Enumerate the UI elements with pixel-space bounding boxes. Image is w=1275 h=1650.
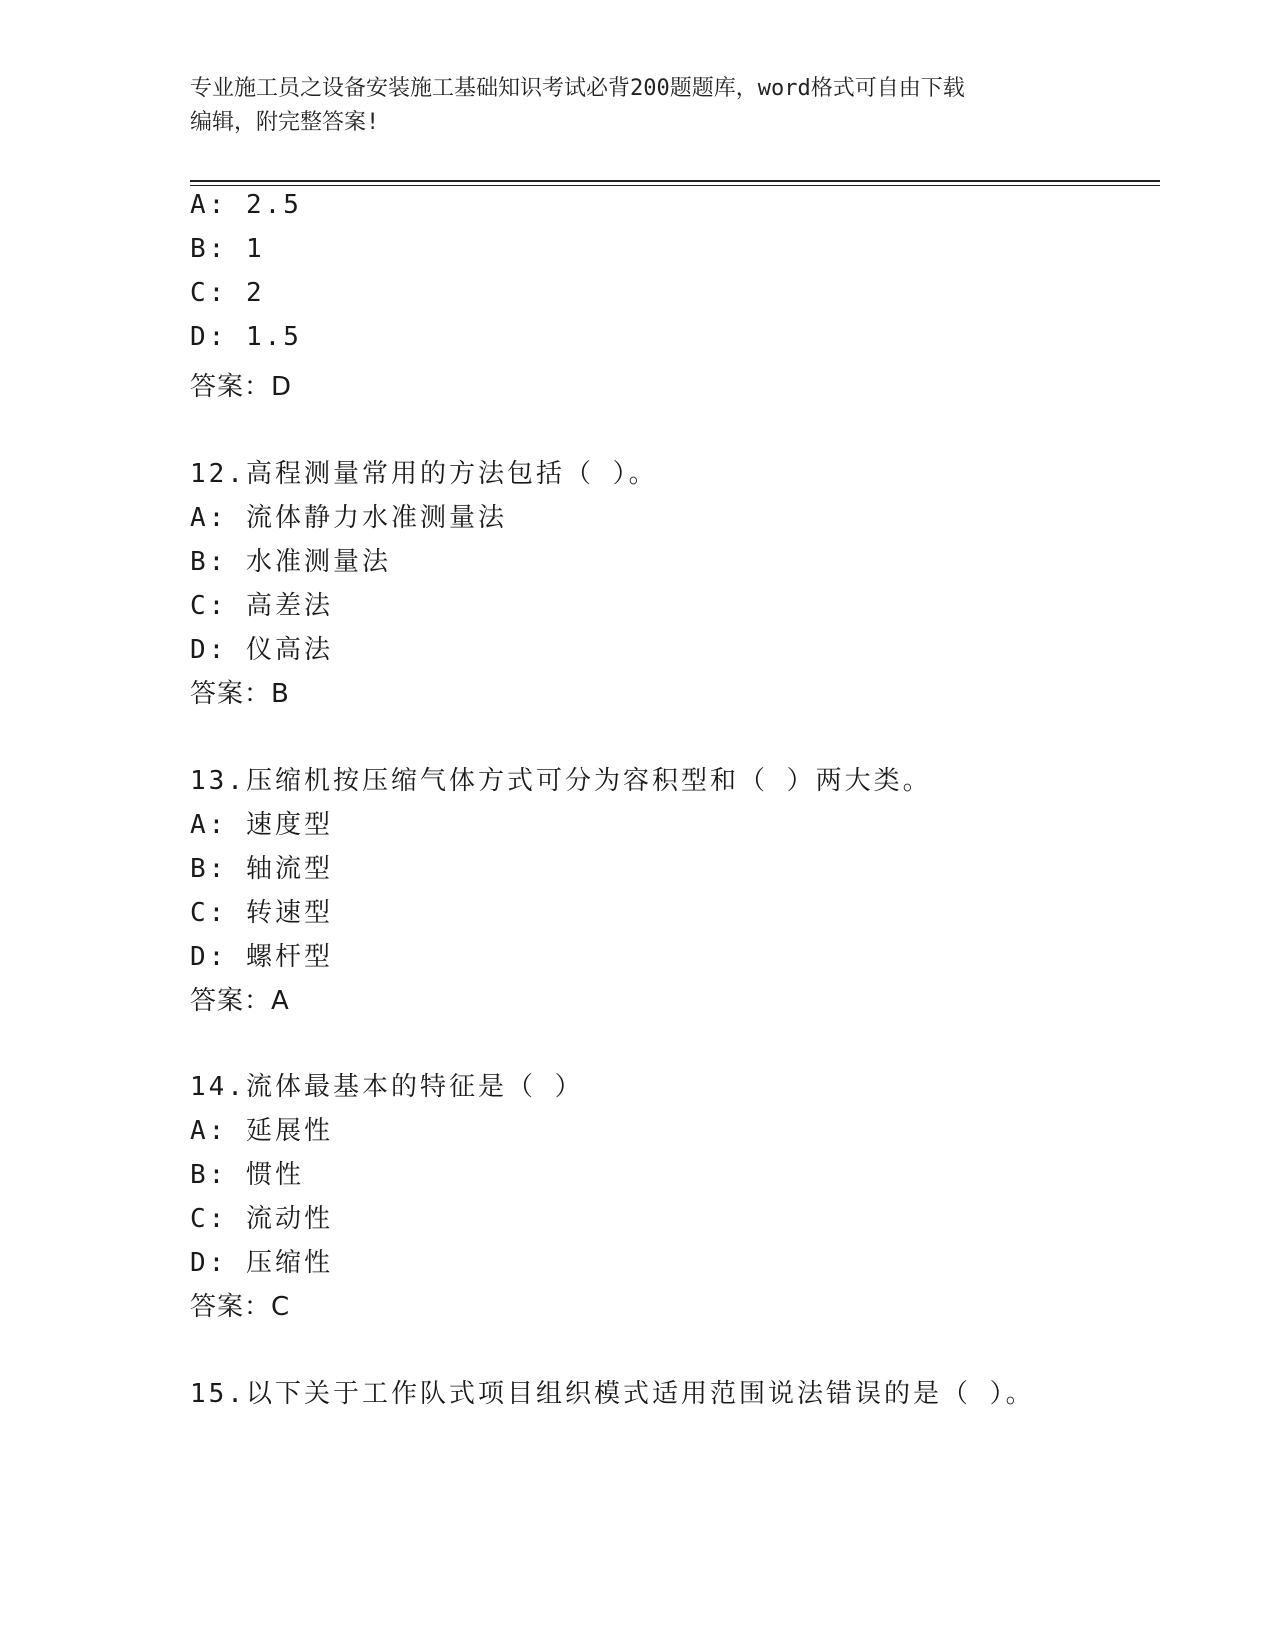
q12-question: 12.高程测量常用的方法包括（ ）。 [190,459,658,489]
q12-option-c: C: 高差法 [190,591,333,621]
q13-question: 13.压缩机按压缩气体方式可分为容积型和（ ）两大类。 [190,766,932,796]
q14-option-c: C: 流动性 [190,1204,333,1234]
q13-option-a: A: 速度型 [190,810,333,840]
q12-option-a: A: 流体静力水准测量法 [190,503,507,533]
q12-option-b: B: 水准测量法 [190,547,391,577]
q12-answer: 答案：B [190,679,290,709]
header-divider-thin [190,185,1160,186]
q14-option-a: A: 延展性 [190,1116,333,1146]
header-line-2: 编辑，附完整答案! [190,110,380,135]
q14-question: 14.流体最基本的特征是（ ） [190,1072,584,1102]
q13-option-b: B: 轴流型 [190,854,333,884]
header-divider [190,180,1160,182]
document-header [190,72,1090,140]
q11-option-c: C: 2 [190,278,265,308]
q14-answer: 答案：C [190,1292,291,1322]
q13-option-c: C: 转速型 [190,898,333,928]
q11-option-d: D: 1.5 [190,322,302,352]
header-line-1: 专业施工员之设备安装施工基础知识考试必背200题题库，word格式可自由下载 [190,76,965,101]
q12-option-d: D: 仪高法 [190,635,333,665]
q11-option-b: B: 1 [190,234,265,264]
q14-option-b: B: 惯性 [190,1160,304,1190]
q13-answer: 答案：A [190,986,290,1016]
q13-option-d: D: 螺杆型 [190,942,333,972]
q11-answer: 答案：D [190,372,293,402]
q15-question: 15.以下关于工作队式项目组织模式适用范围说法错误的是（ ）。 [190,1379,1035,1409]
q11-option-a: A: 2.5 [190,190,302,220]
q14-option-d: D: 压缩性 [190,1248,333,1278]
